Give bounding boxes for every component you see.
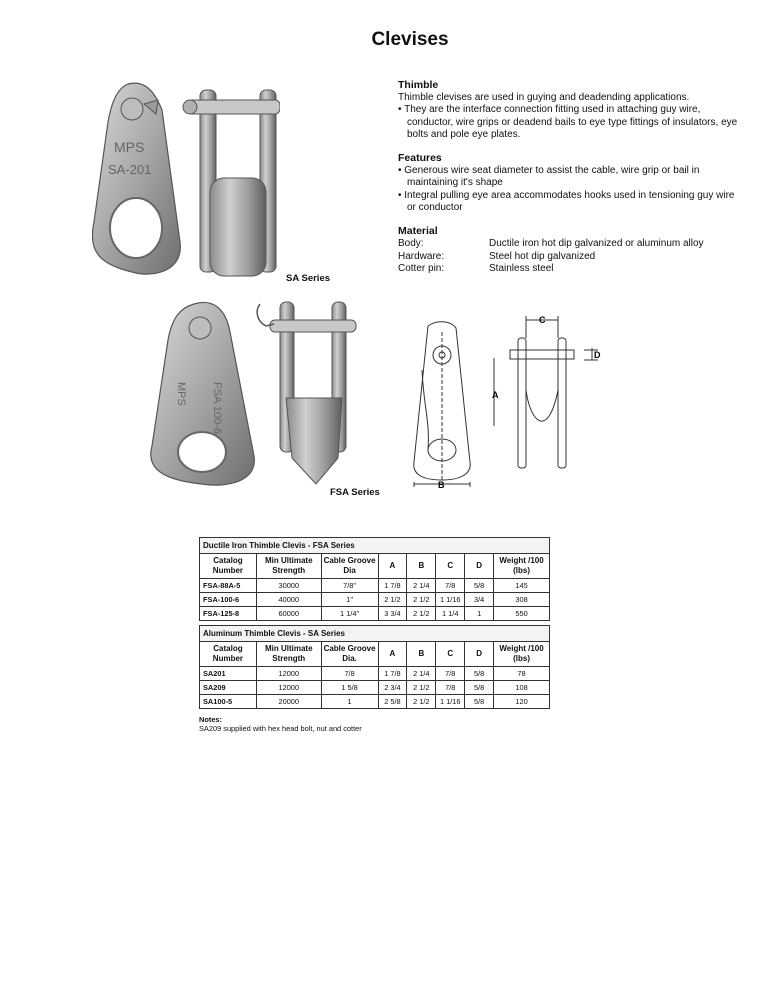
header-cell: D [465, 642, 494, 667]
description-block [398, 79, 738, 275]
table-row: SA100-5 20000 1 2 5/8 2 1/2 1 1/16 5/8 120 [200, 695, 550, 709]
header-cell: A [378, 642, 407, 667]
thimble-text: Thimble clevises are used in guying and deadending applications. [398, 92, 690, 103]
header-cell: Cable Groove Dia. [321, 642, 378, 667]
fsa-table-title: Ductile Iron Thimble Clevis - FSA Series [200, 538, 550, 554]
dim-d-label: D [594, 350, 601, 360]
header-cell: B [407, 642, 436, 667]
header-cell: C [436, 642, 465, 667]
fsa-marking-2: FSA 100-6 [211, 382, 223, 434]
features-bullet: • Generous wire seat diameter to assist the cable, wire grip or bail in maintaining it's shape [398, 165, 700, 189]
material-row: Hardware: Steel hot dip galvanized [398, 250, 596, 262]
header-cell: A [378, 554, 407, 579]
fsa-table [199, 537, 550, 621]
sa-table-title: Aluminum Thimble Clevis - SA Series [200, 626, 550, 642]
dim-a-label: A [492, 390, 499, 400]
page-title: Clevises [371, 29, 449, 50]
notes-text: SA209 supplied with hex head bolt, nut and cotter [199, 724, 362, 733]
thimble-heading: Thimble [398, 79, 439, 91]
fsa-series-photo [142, 298, 362, 488]
dimension-drawing [398, 310, 610, 488]
table-row: FSA-125-8 60000 1 1/4" 3 3/4 2 1/2 1 1/4 1 550 [200, 607, 550, 621]
header-cell: Weight /100 (lbs) [494, 642, 550, 667]
fsa-marking-1: MPS [175, 382, 187, 406]
table-row: FSA-100-6 40000 1" 2 1/2 2 1/2 1 1/16 3/4 308 [200, 593, 550, 607]
table-row: FSA-88A-5 30000 7/8" 1 7/8 2 1/4 7/8 5/8 145 [200, 579, 550, 593]
material-heading: Material [398, 225, 438, 238]
table-row: SA209 12000 1 5/8 2 3/4 2 1/2 7/8 5/8 108 [200, 681, 550, 695]
material-row: Cotter pin: Stainless steel [398, 262, 554, 274]
fsa-series-caption: FSA Series [330, 487, 380, 498]
sa-marking-2: SA-201 [108, 162, 152, 177]
header-cell: B [407, 554, 436, 579]
features-heading: Features [398, 152, 442, 165]
sa-series-caption: SA Series [286, 273, 331, 284]
sa-marking-1: MPS [114, 139, 145, 155]
dim-b-label: B [438, 480, 445, 488]
header-cell: Catalog Number [200, 642, 257, 667]
spec-tables [199, 537, 550, 733]
header-cell: Min Ultimate Strength [256, 642, 321, 667]
thimble-bullet: • They are the interface connection fitting used in attaching guy wire, conductor, wire grips or deadend bails to eye type fittings of insulators, eye bolts and pole eye plates. [398, 104, 738, 140]
sa-table [199, 625, 550, 709]
features-bullet: • Integral pulling eye area accommodates hooks used in tensioning guy wire or conductor [398, 189, 735, 214]
header-cell: Min Ultimate Strength [256, 554, 321, 579]
header-cell: D [465, 554, 494, 579]
header-cell: Cable Groove Dia [321, 554, 378, 579]
table-row: SA201 12000 7/8 1 7/8 2 1/4 7/8 5/8 78 [200, 667, 550, 681]
header-cell: Weight /100 (lbs) [494, 554, 550, 579]
dim-c-label: C [539, 315, 546, 325]
header-cell: Catalog Number [200, 554, 257, 579]
notes [199, 715, 550, 733]
sa-series-photo [92, 82, 280, 277]
notes-heading: Notes: [199, 715, 222, 724]
material-row: Body: Ductile iron hot dip galvanized or aluminum alloy [398, 238, 704, 250]
header-cell: C [436, 554, 465, 579]
